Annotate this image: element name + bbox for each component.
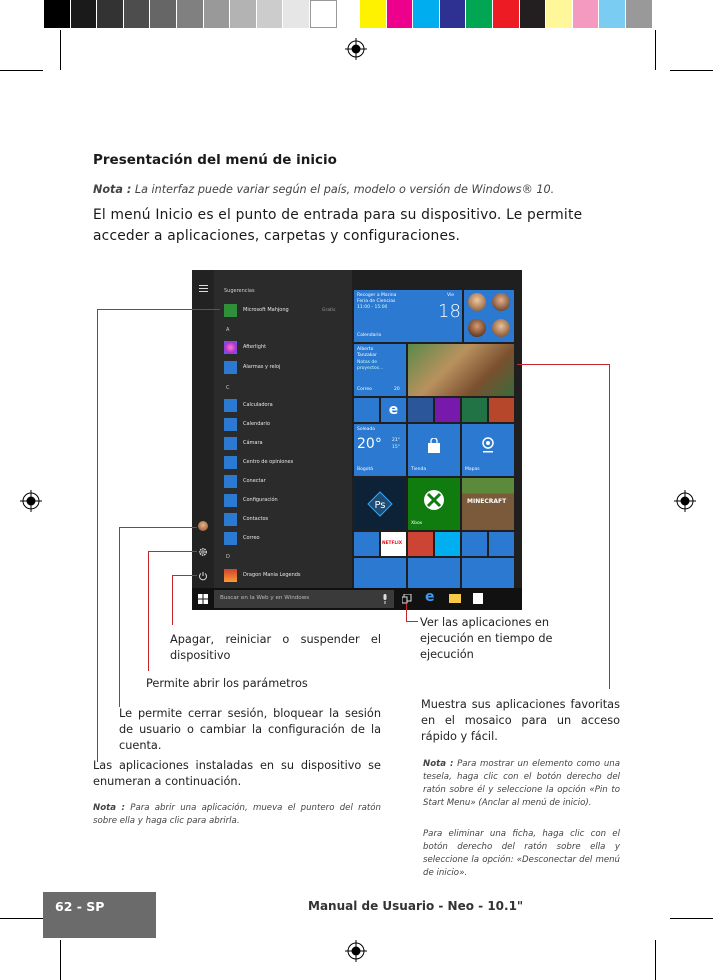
- person-avatar: [492, 293, 510, 311]
- app-item[interactable]: [224, 474, 266, 488]
- app-item[interactable]: [224, 568, 301, 582]
- letter-header[interactable]: D: [226, 554, 230, 560]
- suggested-app[interactable]: [224, 303, 289, 317]
- app-label: Configuración: [243, 497, 278, 503]
- callout-line: [119, 527, 120, 707]
- app-tile[interactable]: [354, 532, 379, 556]
- calculator-tile[interactable]: [354, 398, 379, 422]
- callout-power: Apagar, reiniciar o suspender el dispositivo: [170, 633, 381, 662]
- photoshop-icon: [367, 491, 393, 517]
- start-menu-screenshot: [192, 270, 522, 610]
- photos-tile[interactable]: [408, 344, 514, 396]
- tile-text: Tanzakar: [357, 353, 377, 358]
- mail-tile[interactable]: [354, 344, 406, 396]
- dragon-icon: [224, 569, 237, 582]
- people-tile[interactable]: [464, 290, 514, 342]
- tile-text: 20°: [357, 436, 382, 452]
- tile-text: 18: [438, 301, 461, 322]
- clock-icon: [224, 361, 237, 374]
- registration-mark-icon: [345, 940, 367, 962]
- suggested-tag: Gratis: [322, 308, 336, 313]
- user-avatar-icon[interactable]: [198, 521, 208, 531]
- tile-text: 21°: [392, 438, 400, 443]
- weather-tile[interactable]: [354, 424, 406, 476]
- app-label: Correo: [243, 535, 260, 541]
- tiles-note-2: Para eliminar una ficha, haga clic con el botón derecho del ratón sobre ella y seleccione la opción: «Desconectar del menú de inicio».: [423, 829, 620, 878]
- tile-text: Recoger a Marina: [357, 293, 397, 298]
- mail-icon: [224, 532, 237, 545]
- app-tile[interactable]: [462, 558, 514, 588]
- page-title: Presentación del menú de inicio: [93, 152, 337, 168]
- callout-line: [517, 364, 610, 365]
- tile-text: Xbox: [411, 521, 423, 526]
- app-label: Afterlight: [243, 344, 267, 350]
- tile-text: NETFLIX: [382, 541, 403, 546]
- app-item[interactable]: [224, 531, 260, 545]
- folder-icon[interactable]: [449, 594, 461, 603]
- camera-icon: [224, 437, 237, 450]
- tile-text: 11:00 - 15:00: [357, 305, 388, 310]
- registration-mark-icon: [345, 38, 367, 60]
- crop-mark: [60, 940, 61, 980]
- minecraft-tile[interactable]: [462, 478, 514, 530]
- print-color-bar-cmyk: [360, 0, 653, 28]
- note-text: Para mostrar un elemento como una tesela, haga clic con el botón derecho del ratón sobre él y seleccione la opción «Pin to Start Menu» (Anclar al menú de inicio).: [423, 759, 621, 808]
- tile-text: Calendario: [357, 333, 382, 338]
- person-avatar: [468, 319, 486, 337]
- app-item[interactable]: [224, 398, 273, 412]
- callout-line: [97, 309, 220, 310]
- page-number: 62 - SP: [55, 899, 105, 914]
- calendar-icon: [224, 418, 237, 431]
- store-taskbar-icon[interactable]: [473, 593, 483, 604]
- mahjong-icon: [224, 304, 237, 317]
- apps-note: [93, 802, 381, 828]
- registration-mark-icon: [674, 490, 696, 512]
- callout-line: [609, 364, 610, 689]
- callout-tiles: Muestra sus aplicaciones favoritas en el mosaico para un acceso rápido y fácil.: [421, 698, 620, 743]
- app-item[interactable]: [224, 436, 263, 450]
- callout-line: [119, 527, 197, 528]
- svg-text:Ps: Ps: [374, 500, 386, 511]
- connect-icon: [224, 475, 237, 488]
- tile-text: Mapas: [465, 467, 480, 472]
- app-item[interactable]: [224, 512, 268, 526]
- windows-logo-icon[interactable]: [198, 594, 208, 604]
- app-tile[interactable]: [354, 558, 406, 588]
- app-label: Alarmas y reloj: [243, 364, 281, 370]
- app-label: Calendario: [243, 421, 270, 427]
- letter-header[interactable]: C: [226, 385, 230, 391]
- microphone-icon[interactable]: [382, 594, 388, 604]
- note-text: Para abrir una aplicación, mueva el puntero del ratón sobre ella y haga clic para abrirla.: [93, 803, 382, 826]
- settings-icon[interactable]: [198, 547, 208, 557]
- skype-tile[interactable]: [435, 532, 460, 556]
- crop-mark: [655, 30, 656, 70]
- callout-settings: Permite abrir los parámetros: [146, 677, 308, 690]
- search-placeholder: Buscar en la Web y en Windows: [220, 595, 310, 601]
- interface-note: [93, 183, 554, 196]
- app-label: Dragon Mania Legends: [243, 572, 301, 578]
- tile-text: 15°: [392, 445, 400, 450]
- tiles-note: [423, 758, 620, 810]
- edge-taskbar-icon[interactable]: e: [425, 589, 435, 605]
- excel-tile[interactable]: [462, 398, 487, 422]
- taskbar-search-box[interactable]: [214, 590, 394, 608]
- suggestions-label: Sugerencias: [224, 288, 255, 294]
- tile-text: 20: [394, 387, 400, 392]
- xbox-icon: [423, 489, 445, 511]
- crop-mark: [0, 918, 43, 919]
- photoshop-tile[interactable]: [354, 478, 406, 530]
- afterlight-icon: [224, 341, 237, 354]
- xbox-tile[interactable]: [408, 478, 460, 530]
- app-label: Conectar: [243, 478, 266, 484]
- tile-text: proyectos...: [357, 366, 384, 371]
- hamburger-icon[interactable]: [199, 285, 208, 293]
- crop-mark: [0, 70, 43, 71]
- person-avatar: [492, 319, 510, 337]
- callout-account: Le permite cerrar sesión, bloquear la sesión de usuario o cambiar la configuración de la cuenta.: [119, 707, 381, 752]
- powerpoint-tile[interactable]: [489, 398, 514, 422]
- callout-line: [406, 621, 418, 622]
- onenote-tile[interactable]: [435, 398, 460, 422]
- crop-mark: [60, 30, 61, 70]
- callout-line: [172, 575, 197, 576]
- note-label: Nota :: [93, 183, 132, 196]
- task-view-icon[interactable]: [402, 594, 413, 604]
- power-icon[interactable]: [198, 571, 208, 581]
- callout-line: [148, 551, 197, 552]
- maps-tile[interactable]: [462, 424, 514, 476]
- app-item[interactable]: [224, 340, 266, 354]
- app-item[interactable]: [224, 493, 278, 507]
- map-pin-icon: [480, 436, 496, 454]
- note-label: Nota :: [93, 803, 125, 813]
- app-tile[interactable]: [408, 532, 433, 556]
- crop-mark: [670, 70, 713, 71]
- app-list-panel: [192, 270, 352, 588]
- tile-text: Correo: [357, 387, 372, 392]
- callout-line: [148, 551, 149, 671]
- person-avatar: [468, 293, 486, 311]
- tile-text: Vie: [447, 293, 454, 298]
- contacts-icon: [224, 513, 237, 526]
- note-label: Nota :: [423, 759, 454, 769]
- callout-running-apps: Ver las aplicaciones en ejecución en tiempo de ejecución: [420, 616, 553, 661]
- app-tile[interactable]: [489, 532, 514, 556]
- taskbar: [192, 588, 522, 610]
- note-text: La interfaz puede variar según el país, modelo o versión de Windows® 10.: [134, 183, 555, 196]
- callout-line: [172, 575, 173, 625]
- app-item[interactable]: [224, 360, 280, 374]
- calendar-tile[interactable]: [354, 290, 462, 342]
- tile-text: Tienda: [411, 467, 427, 472]
- tile-text: MINECRAFT: [467, 498, 507, 505]
- store-tile[interactable]: [408, 424, 460, 476]
- shopping-bag-icon: [426, 438, 442, 454]
- word-tile[interactable]: [408, 398, 433, 422]
- app-label: Microsoft Mahjong: [243, 307, 289, 313]
- app-item[interactable]: [224, 455, 293, 469]
- edge-tile[interactable]: e: [381, 398, 406, 422]
- app-label: Calculadora: [243, 402, 273, 408]
- settings-gear-icon: [224, 494, 237, 507]
- netflix-tile[interactable]: [381, 532, 406, 556]
- tile-text: Bogotá: [357, 467, 373, 472]
- page-number-tab: [43, 892, 156, 938]
- feedback-icon: [224, 456, 237, 469]
- crop-mark: [655, 940, 656, 980]
- crop-mark: [670, 918, 713, 919]
- letter-header[interactable]: A: [226, 327, 230, 333]
- callout-line: [97, 309, 98, 762]
- calculator-icon: [224, 399, 237, 412]
- start-rail: [192, 270, 214, 588]
- registration-mark-icon: [20, 490, 42, 512]
- print-color-bar: [44, 0, 337, 28]
- manual-title: Manual de Usuario - Neo - 10.1": [308, 899, 524, 913]
- callout-line: [406, 604, 407, 622]
- app-tile[interactable]: [462, 532, 487, 556]
- tile-text: Alberto: [357, 347, 374, 352]
- intro-paragraph: El menú Inicio es el punto de entrada para su dispositivo. Le permite acceder a aplicaciones, carpetas y configuraciones.: [93, 207, 583, 244]
- callout-apps-list: Las aplicaciones instaladas en su dispositivo se enumeran a continuación.: [93, 759, 381, 788]
- app-tile[interactable]: [408, 558, 460, 588]
- tile-text: Soleado: [357, 427, 375, 432]
- tile-text: Notas de: [357, 360, 378, 365]
- app-label: Contactos: [243, 516, 269, 522]
- app-label: Centro de opiniones: [243, 459, 294, 465]
- tile-text: Feria de Ciencias: [357, 299, 396, 304]
- app-label: Cámara: [243, 440, 263, 446]
- app-item[interactable]: [224, 417, 270, 431]
